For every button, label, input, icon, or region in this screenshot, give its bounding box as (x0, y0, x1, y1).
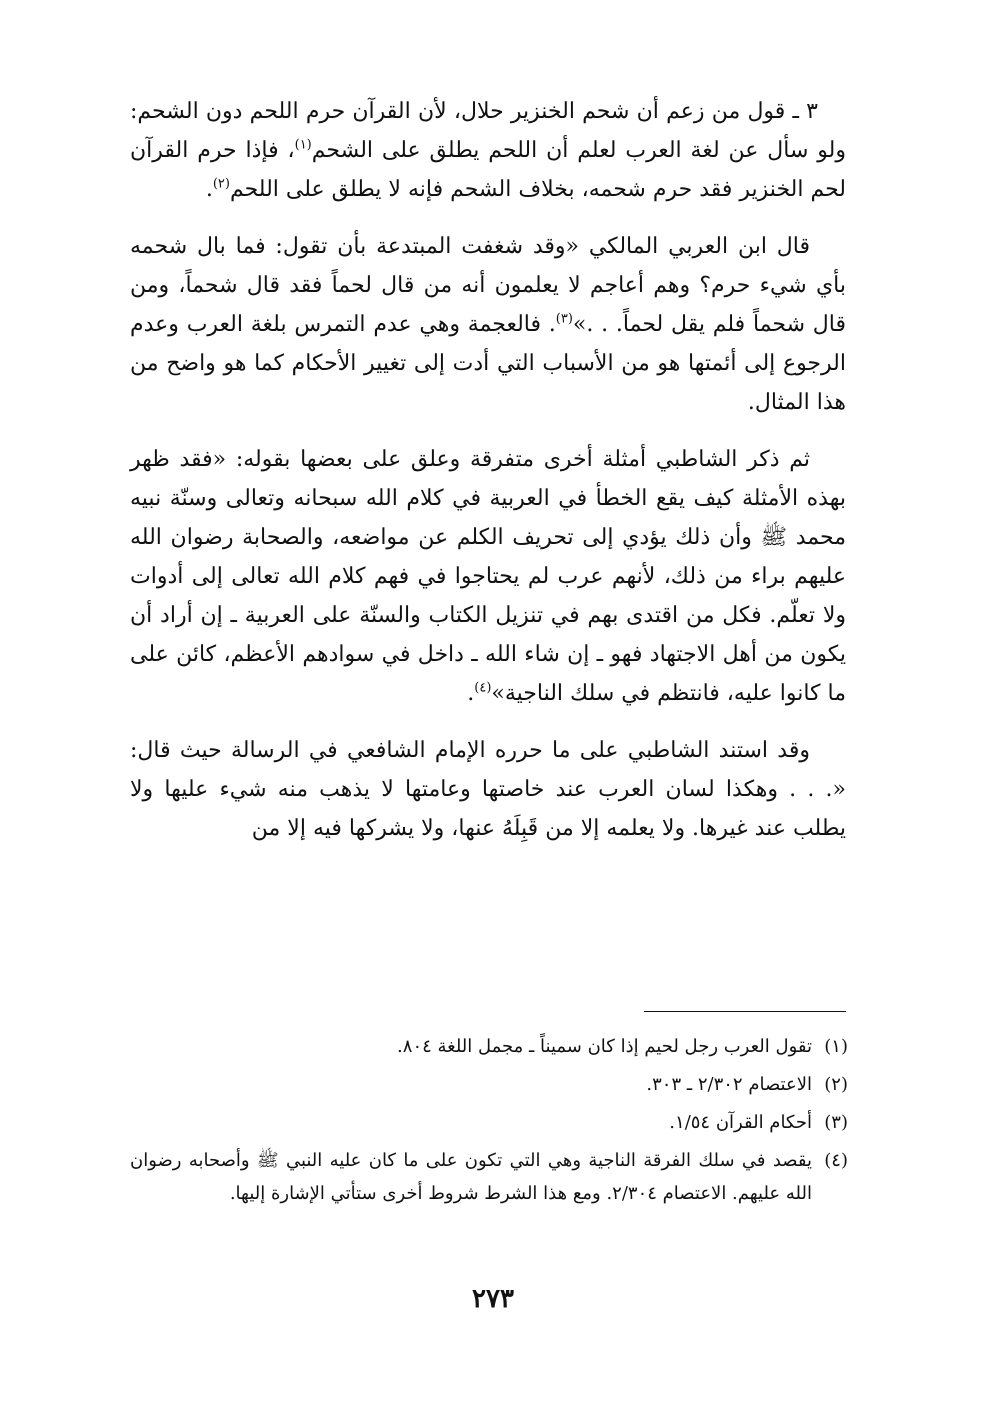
footnote-4-text: يقصد في سلك الفرقة الناجية وهي التي تكون على ما كان عليه النبي ﷺ وأصحابه رضوان الله عليهم. الاعتصام ٢/٣٠٤. ومع هذا الشرط شروط أخرى ستأتي الإشارة إليها. (130, 1150, 812, 1204)
paragraph-1-text-before: ٣ ـ قول من زعم أن شحم الخنزير حلال، لأن القرآن حرم اللحم دون الشحم: ولو سأل عن لغة العرب لعلم أن اللحم يطلق على الشحم (130, 99, 846, 163)
footnote-ref-4[interactable]: (٤) (474, 680, 492, 696)
paragraph-1 (130, 92, 846, 209)
paragraph-2-text-after: . فالعجمة وهي عدم التمرس بلغة العرب وعدم الرجوع إلى أئمتها هو من الأسباب التي أدت إلى تغيير الأحكام كما هو واضح من هذا المثال. (130, 312, 846, 415)
paragraph-1-text-after: . (205, 177, 213, 202)
footnote-separator (644, 1011, 846, 1012)
footnote-1-text: تقول العرب رجل لحيم إذا كان سميناً ـ مجمل اللغة ٨٠٤. (397, 1036, 812, 1057)
paragraph-4-text: وقد استند الشاطبي على ما حرره الإمام الشافعي في الرسالة حيث قال: «. . . وهكذا لسان العرب عند خاصتها وعامتها لا يذهب منه شيء عليها ولا يطلب عند غيرها. ولا يعلمه إلا من قَبِلَهُ عنها، ولا يشركها فيه إلا من (130, 738, 846, 841)
footnote-2-number: (٢) (824, 1074, 848, 1095)
footnote-4-number: (٤) (824, 1150, 848, 1171)
footnote-3-text: أحكام القرآن ١/٥٤. (669, 1112, 812, 1133)
footnote-4 (130, 1144, 848, 1210)
paragraph-3-text-after: . (467, 681, 475, 706)
footnote-3-number: (٣) (824, 1112, 848, 1133)
footnote-2-text: الاعتصام ٢/٣٠٢ ـ ٣٠٣. (646, 1074, 812, 1095)
footnote-ref-3[interactable]: (٣) (555, 311, 573, 327)
page-body (130, 92, 846, 848)
paragraph-2-text-before: قال ابن العربي المالكي «وقد شغفت المبتدعة بأن تقول: فما بال شحمه بأي شيء حرم؟ وهم أعاجم لا يعلمون أنه من قال لحماً فقد قال شحماً، ومن قال شحماً فلم يقل لحماً. . .» (130, 234, 847, 337)
footnote-1-number: (١) (824, 1036, 848, 1057)
paragraph-4 (130, 731, 846, 848)
footnote-3 (130, 1106, 848, 1139)
paragraph-1-text-middle: ، فإذا حرم القرآن لحم الخنزير فقد حرم شحمه، بخلاف الشحم فإنه لا يطلق على اللحم (130, 138, 846, 202)
footnote-ref-2[interactable]: (٢) (212, 176, 230, 192)
paragraph-3 (130, 440, 846, 713)
page-number: ٢٧٣ (472, 1284, 514, 1314)
footnote-ref-1[interactable]: (١) (294, 137, 312, 153)
footnote-1 (130, 1030, 848, 1063)
footnotes (130, 1030, 848, 1215)
footnote-2 (130, 1068, 848, 1101)
paragraph-2 (130, 227, 846, 422)
paragraph-3-text-before: ثم ذكر الشاطبي أمثلة أخرى متفرقة وعلق على بعضها بقوله: «فقد ظهر بهذه الأمثلة كيف يقع الخطأ في العربية في كلام الله سبحانه وتعالى وسنّة نبيه محمد ﷺ وأن ذلك يؤدي إلى تحريف الكلم عن مواضعه، والصحابة رضوان الله عليهم براء من ذلك، لأنهم عرب لم يحتاجوا في فهم كلام الله تعالى إلى أدوات ولا تعلّم. فكل من اقتدى بهم في تنزيل الكتاب والسنّة على العربية ـ إن أراد أن يكون من أهل الاجتهاد فهو ـ إن شاء الله ـ داخل في سوادهم الأعظم، كائن على ما كانوا عليه، فانتظم في سلك الناجية» (130, 447, 846, 706)
